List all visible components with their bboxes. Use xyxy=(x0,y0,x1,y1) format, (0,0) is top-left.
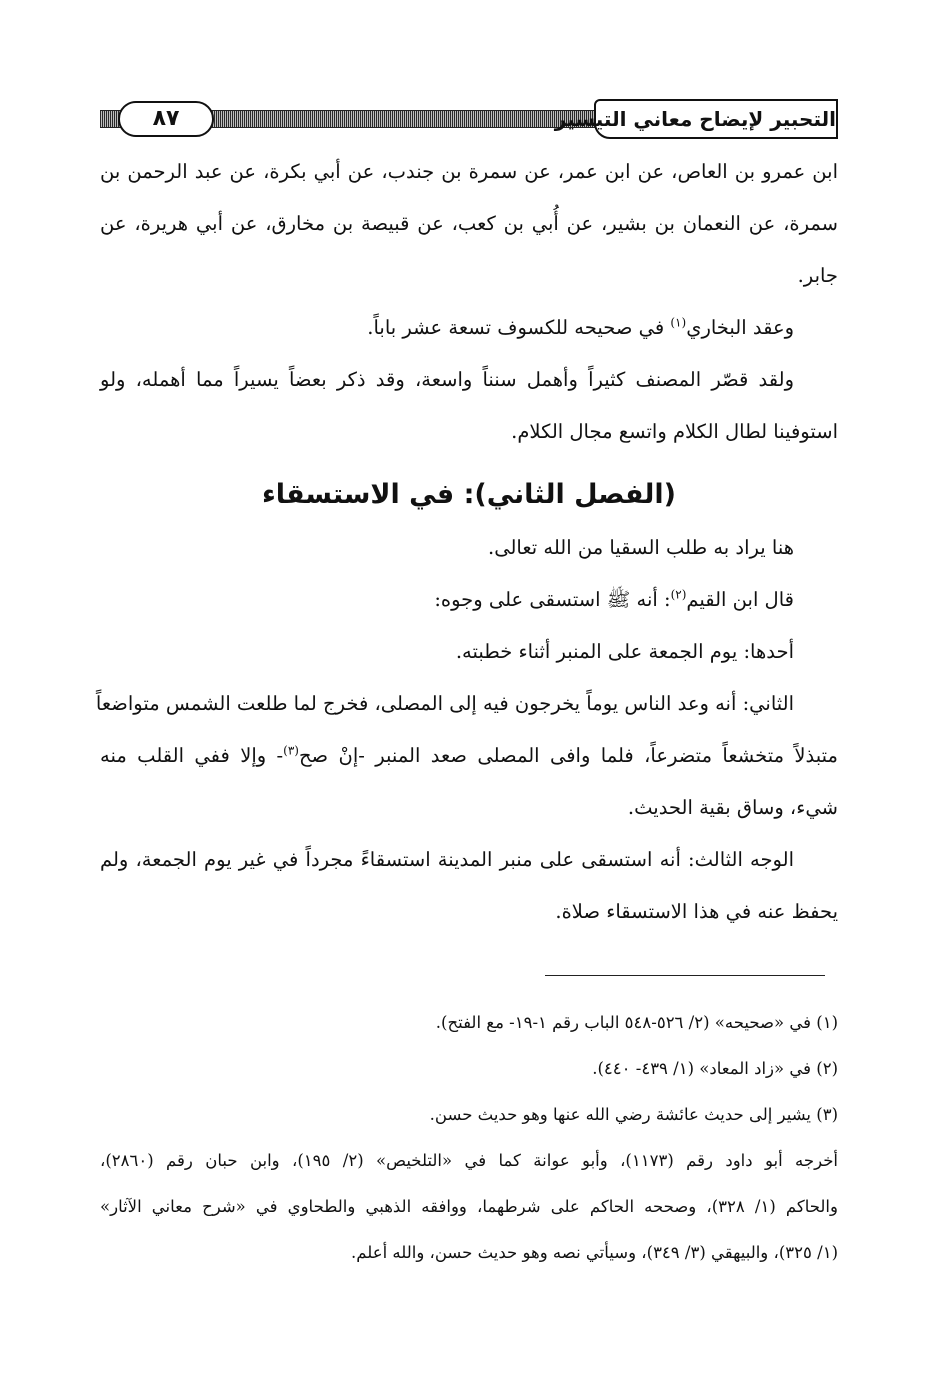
text-line xyxy=(100,574,838,626)
footnote-ref: (٢) xyxy=(670,587,687,602)
text-line: ابن عمرو بن العاص، عن ابن عمر، عن سمرة بن جندب، عن أبي بكرة، عن عبد الرحمن بن xyxy=(100,160,838,183)
footnote-2: (٢) في «زاد المعاد» (١/ ٤٣٩- ٤٤٠). xyxy=(592,1059,838,1078)
footnotes xyxy=(100,1000,838,1276)
footnote-ref: (١) xyxy=(670,315,687,330)
running-title: التحبير لإيضاح معاني التيسير xyxy=(594,99,838,139)
text-span: وعقد البخاري xyxy=(686,316,794,339)
text-span: : أنه ﷺ استسقى على وجوه: xyxy=(434,588,671,611)
text-line: أحدها: يوم الجمعة على المنبر أثناء خطبته. xyxy=(455,640,794,663)
text-line: ولقد قصّر المصنف كثيراً وأهمل سنناً واسعة، وقد ذكر بعضاً يسيراً مما أهمله، ولو xyxy=(100,368,794,391)
text-line: استوفينا لطال الكلام واتسع مجال الكلام. xyxy=(511,420,838,443)
text-span: - وإلا ففي القلب منه xyxy=(100,744,284,767)
footnote-3: (٣) يشير إلى حديث عائشة رضي الله عنها وهو حديث حسن. xyxy=(429,1105,838,1124)
text-span: متبذلاً متخشعاً متضرعاً، فلما وافى المصلى صعد المنبر -إنْ صح xyxy=(298,744,839,767)
paragraph-third-way xyxy=(100,834,838,938)
text-line: الوجه الثالث: أنه استسقى على منبر المدينة استسقاءً مجرداً في غير يوم الجمعة، ولم xyxy=(100,848,794,871)
page-number: ٨٧ xyxy=(118,101,214,137)
footnote-1: (١) في «صحيحه» (٢/ ٥٢٦-٥٤٨ الباب رقم ١-١٩- مع الفتح). xyxy=(435,1013,838,1032)
text-line xyxy=(100,302,838,354)
text-span: في صحيحه للكسوف تسعة عشر باباً. xyxy=(367,316,671,339)
paragraph-author-note xyxy=(100,354,838,458)
paragraph-bukhari xyxy=(100,302,838,354)
footnote-3-continued: والحاكم (١/ ٣٢٨)، وصححه الحاكم على شرطهما، ووافقه الذهبي والطحاوي في «شرح معاني الآثار» xyxy=(100,1197,838,1216)
running-header xyxy=(100,98,838,140)
text-line: يحفظ عنه في هذا الاستسقاء صلاة. xyxy=(555,900,838,923)
text-span: قال ابن القيم xyxy=(686,588,794,611)
text-line: جابر. xyxy=(797,264,838,287)
text-line: شيء، وساق بقية الحديث. xyxy=(627,796,838,819)
text-line: سمرة، عن النعمان بن بشير، عن أُبي بن كعب، عن قبيصة بن مخارق، عن أبي هريرة، عن xyxy=(100,212,838,235)
section-heading: (الفصل الثاني): في الاستسقاء xyxy=(262,479,676,510)
paragraph-second-way xyxy=(95,678,839,834)
text-line xyxy=(100,730,838,782)
paragraph-first-way xyxy=(100,626,838,678)
footnote-ref: (٣) xyxy=(283,743,299,758)
text-line: الثاني: أنه وعد الناس يوماً يخرجون فيه إلى المصلى، فخرج لما طلعت الشمس متواضعاً xyxy=(95,692,794,715)
text-line: هنا يراد به طلب السقيا من الله تعالى. xyxy=(488,536,794,559)
footnote-separator xyxy=(545,975,825,976)
paragraph-ibn-qayyim xyxy=(100,574,838,626)
footnote-3-continued: أخرجه أبو داود رقم (١١٧٣)، وأبو عوانة كما في «التلخيص» (٢/ ١٩٥)، وابن حبان رقم (٢٨٦٠)، xyxy=(100,1151,838,1170)
paragraph-definition xyxy=(100,522,838,574)
footnote-3-continued: (١/ ٣٢٥)، والبيهقي (٣/ ٣٤٩)، وسيأتي نصه وهو حديث حسن، والله أعلم. xyxy=(351,1243,838,1262)
paragraph-narrators xyxy=(100,146,838,302)
